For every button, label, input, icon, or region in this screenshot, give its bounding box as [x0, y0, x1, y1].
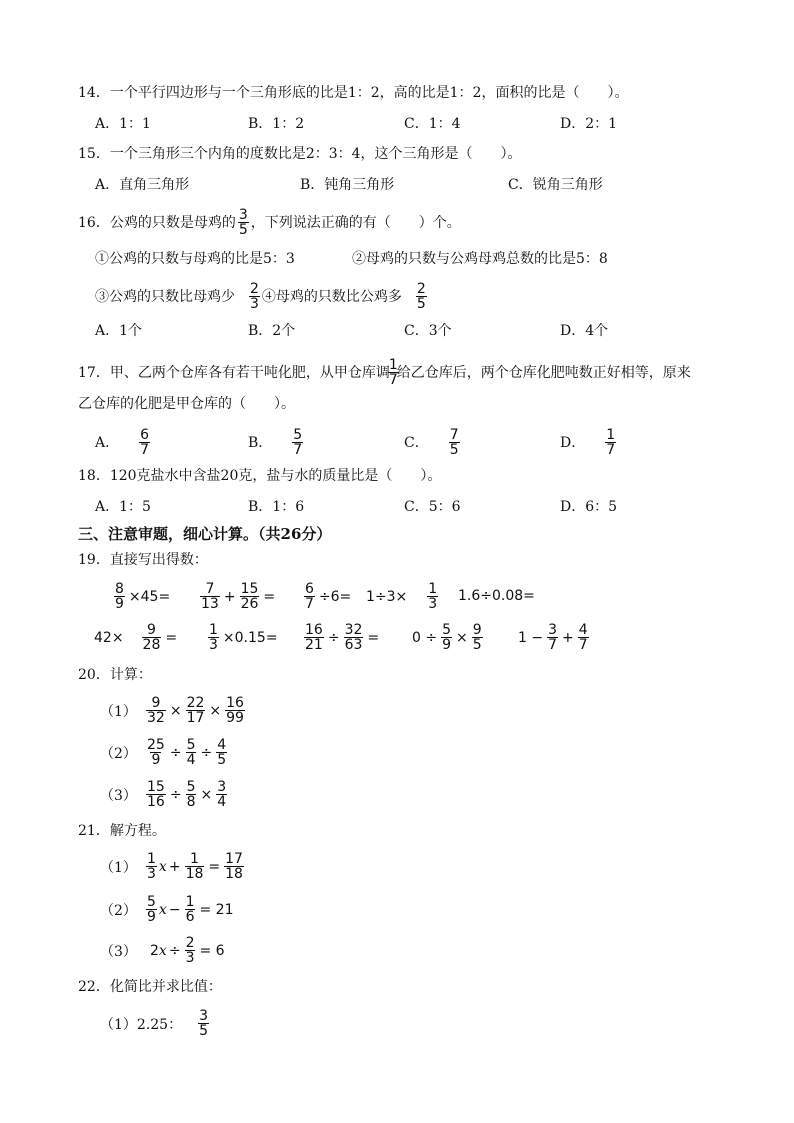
- q19-expr-3: $\frac{6}{7}$ ÷6=: [305, 581, 352, 612]
- question-18-option-c: C．5：6: [404, 499, 461, 515]
- q19-expr-6: 42× $\frac{9}{28}$ =: [94, 622, 178, 653]
- question-16-fraction: $\frac{3}{5}$: [238, 207, 248, 238]
- q19-expr-7: $\frac{1}{3}$ ×0.15=: [209, 622, 278, 653]
- q19-expr-2: $\frac{7}{13}$ + $\frac{15}{26}$ =: [201, 581, 276, 612]
- question-16-stem-pre: 16．公鸡的只数是母鸡的: [78, 214, 236, 231]
- question-16-stem-post: ，下列说法正确的有（ ）个。: [250, 214, 461, 231]
- q19-expr-4: 1÷3× $\frac{1}{3}$: [366, 581, 438, 612]
- question-18-option-a: A．1：5: [95, 499, 151, 515]
- q19-expr-5: 1.6÷0.08=: [458, 588, 535, 604]
- question-21-stem: 21．解方程。: [78, 823, 166, 839]
- question-17-fraction: $\frac{1}{7}$: [388, 357, 398, 388]
- question-17-stem: [78, 358, 691, 387]
- q20-problem-3: （3） $\frac{15}{16}$ ÷ $\frac{5}{8}$ × $\frac{3}{4}$: [100, 779, 227, 810]
- question-16-option-a: A．1个: [95, 323, 143, 339]
- question-16-option-c: C．3个: [404, 323, 452, 339]
- question-18-option-b: B．1：6: [248, 499, 305, 515]
- question-16-statement-1: ①公鸡的只数与母鸡的比是5：3: [95, 251, 295, 267]
- question-15-option-a: A．直角三角形: [95, 177, 190, 193]
- question-17-stem-line2: 乙仓库的化肥是甲仓库的（ ）。: [78, 396, 295, 412]
- question-18-stem: 18．120克盐水中含盐20克，盐与水的质量比是（ ）。: [78, 468, 442, 484]
- question-14-stem: 14．一个平行四边形与一个三角形底的比是1：2，高的比是1：2，面积的比是（ ）。: [78, 85, 629, 101]
- question-14-option-d: D．2：1: [560, 116, 618, 132]
- question-17-option-c: C． $\frac{7}{5}$: [404, 427, 459, 458]
- q22-problem-1: （1）2.25： $\frac{3}{5}$: [100, 1008, 209, 1039]
- question-17-stem-post: 给乙仓库后，两个仓库化肥吨数正好相等，原来: [396, 364, 691, 381]
- question-16-statement-2: ②母鸡的只数与公鸡母鸡总数的比是5：8: [352, 251, 608, 267]
- q19-expr-9: 0 ÷ $\frac{5}{9}$ × $\frac{9}{5}$: [412, 622, 482, 653]
- q21-equation-2: （2） $\frac{5}{9}$ x − $\frac{1}{6}$ = 21: [100, 894, 234, 925]
- question-16-statement-4-fraction: $\frac{2}{5}$: [416, 281, 426, 312]
- question-16-statement-3-fraction: $\frac{2}{3}$: [250, 281, 259, 312]
- question-19-stem: 19．直接写出得数：: [78, 552, 208, 568]
- q21-equation-1: （1） $\frac{1}{3}$ x + $\frac{1}{18}$ = $\frac{17}{18}$: [100, 851, 243, 882]
- question-15-option-c: C．锐角三角形: [508, 177, 603, 193]
- question-15-stem: 15．一个三角形三个内角的度数比是2：3：4，这个三角形是（ ）。: [78, 146, 522, 162]
- q20-problem-1: （1） $\frac{9}{32}$ × $\frac{22}{17}$ × $\frac{16}{99}$: [100, 695, 244, 726]
- question-15-option-b: B．钝角三角形: [300, 177, 395, 193]
- question-17-stem-pre: 17．甲、乙两个仓库各有若干吨化肥，从甲仓库调: [78, 364, 390, 381]
- q21-equation-3: （3） 2 x ÷ $\frac{2}{3}$ = 6: [100, 935, 225, 966]
- question-22-stem: 22．化简比并求比值：: [78, 979, 222, 995]
- question-20-stem: 20．计算：: [78, 667, 152, 683]
- q19-expr-10: 1 − $\frac{3}{7}$ + $\frac{4}{7}$: [518, 622, 588, 653]
- question-17-option-a: A． $\frac{6}{7}$: [95, 427, 150, 458]
- question-14-option-a: A．1：1: [95, 116, 151, 132]
- question-16-statement-3: ③公鸡的只数比母鸡少: [95, 288, 235, 305]
- q19-expr-8: $\frac{16}{21}$ ÷ $\frac{32}{63}$ =: [305, 622, 380, 653]
- question-18-option-d: D．6：5: [560, 499, 618, 515]
- question-16-stem: [78, 208, 461, 237]
- question-14-option-b: B．1：2: [248, 116, 305, 132]
- question-17-option-b: B． $\frac{5}{7}$: [248, 427, 303, 458]
- question-16-statement-3-4: [95, 282, 429, 311]
- question-16-statement-4: ④母鸡的只数比公鸡多: [261, 288, 402, 305]
- question-16-option-d: D．4个: [560, 323, 609, 339]
- q19-expr-1: $\frac{8}{9}$ ×45=: [115, 581, 171, 612]
- q20-problem-2: （2） $\frac{25}{9}$ ÷ $\frac{5}{4}$ ÷ $\frac{4}{5}$: [100, 737, 227, 768]
- question-14-option-c: C．1：4: [404, 116, 461, 132]
- question-16-option-b: B．2个: [248, 323, 296, 339]
- section-3-heading: 三、注意审题，细心计算。（共26分）: [78, 525, 332, 543]
- question-17-option-d: D． $\frac{1}{7}$: [560, 427, 616, 458]
